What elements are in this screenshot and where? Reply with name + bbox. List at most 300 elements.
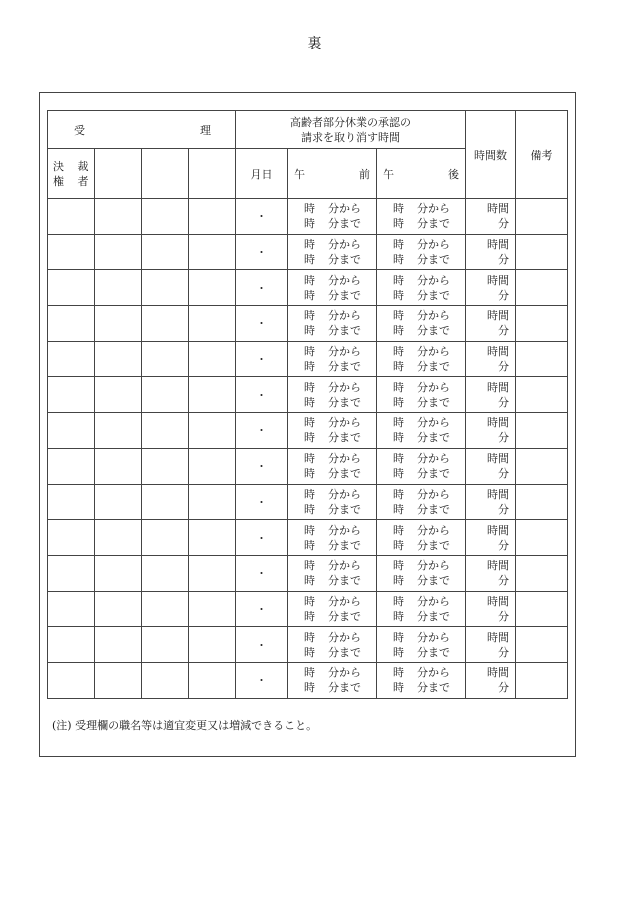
stamp-cell[interactable] — [189, 199, 236, 235]
hours-label: 時間 — [487, 202, 510, 216]
hours-count-header: 時間数 — [466, 111, 516, 199]
am-to-min: 分まで — [328, 431, 361, 445]
stamp-cell[interactable] — [95, 520, 142, 556]
minutes-label: 分 — [498, 217, 510, 231]
pm-time-cell[interactable] — [377, 520, 466, 556]
date-cell[interactable]: ・ — [236, 199, 288, 235]
am-to-min: 分まで — [328, 645, 361, 659]
am-time-cell[interactable] — [288, 448, 377, 484]
stamp-cell[interactable] — [189, 413, 236, 449]
hours-cell[interactable] — [466, 520, 516, 556]
stamp-cell[interactable] — [142, 306, 189, 342]
minutes-label: 分 — [498, 431, 510, 445]
remarks-cell[interactable] — [516, 591, 568, 627]
pm-from-hour: 時 — [393, 202, 404, 216]
stamp-cell[interactable] — [95, 377, 142, 413]
hours-label: 時間 — [487, 630, 510, 644]
stamp-cell[interactable] — [48, 413, 95, 449]
approver-stamp-cell[interactable] — [189, 149, 236, 199]
am-to-min: 分まで — [328, 609, 361, 623]
pm-from-hour: 時 — [393, 345, 404, 359]
date-cell[interactable]: ・ — [236, 555, 288, 591]
am-to-min: 分まで — [328, 467, 361, 481]
stamp-cell[interactable] — [142, 591, 189, 627]
pm-to-min: 分まで — [417, 395, 450, 409]
pm-from-hour: 時 — [393, 487, 404, 501]
minutes-label: 分 — [498, 324, 510, 338]
minutes-label: 分 — [498, 395, 510, 409]
am-from-min: 分から — [328, 345, 361, 359]
am-from-hour: 時 — [304, 309, 315, 323]
am-to-hour: 時 — [304, 609, 315, 623]
pm-from-hour: 時 — [393, 666, 404, 680]
hours-cell[interactable] — [466, 448, 516, 484]
hours-label: 時間 — [487, 452, 510, 466]
stamp-cell[interactable] — [48, 591, 95, 627]
stamp-cell[interactable] — [95, 448, 142, 484]
am-from-hour: 時 — [304, 666, 315, 680]
pm-time-cell[interactable] — [377, 591, 466, 627]
pm-to-hour: 時 — [393, 217, 404, 231]
receive-label-1: 受 — [74, 123, 85, 137]
pm-time-cell[interactable] — [377, 270, 466, 306]
pm-to-hour: 時 — [393, 431, 404, 445]
table-row — [48, 341, 568, 377]
pm-from-min: 分から — [417, 452, 450, 466]
stamp-cell[interactable] — [189, 520, 236, 556]
am-from-hour: 時 — [304, 630, 315, 644]
stamp-cell[interactable] — [142, 377, 189, 413]
am-to-hour: 時 — [304, 502, 315, 516]
pm-from-hour: 時 — [393, 238, 404, 252]
am-label-1: 午 — [294, 167, 305, 181]
stamp-cell[interactable] — [189, 555, 236, 591]
hours-label: 時間 — [487, 523, 510, 537]
am-from-hour: 時 — [304, 273, 315, 287]
hours-cell[interactable] — [466, 484, 516, 520]
pm-to-hour: 時 — [393, 645, 404, 659]
stamp-cell[interactable] — [95, 555, 142, 591]
stamp-cell[interactable] — [142, 662, 189, 698]
pm-to-min: 分まで — [417, 253, 450, 267]
decision-line-1: 決 裁 — [53, 159, 94, 173]
date-cell[interactable]: ・ — [236, 377, 288, 413]
minutes-label: 分 — [498, 360, 510, 374]
am-time-cell[interactable] — [288, 199, 377, 235]
am-to-hour: 時 — [304, 288, 315, 302]
remarks-cell[interactable] — [516, 199, 568, 235]
pm-to-hour: 時 — [393, 609, 404, 623]
stamp-cell[interactable] — [142, 448, 189, 484]
remarks-cell[interactable] — [516, 234, 568, 270]
am-from-min: 分から — [328, 452, 361, 466]
stamp-cell[interactable] — [95, 413, 142, 449]
am-to-min: 分まで — [328, 538, 361, 552]
pm-to-hour: 時 — [393, 467, 404, 481]
pm-to-hour: 時 — [393, 324, 404, 338]
am-time-cell[interactable] — [288, 662, 377, 698]
am-time-cell[interactable] — [288, 555, 377, 591]
pm-to-min: 分まで — [417, 360, 450, 374]
minutes-label: 分 — [498, 609, 510, 623]
am-time-cell[interactable] — [288, 306, 377, 342]
pm-from-min: 分から — [417, 202, 450, 216]
hours-cell[interactable] — [466, 555, 516, 591]
table-row — [48, 234, 568, 270]
am-from-min: 分から — [328, 523, 361, 537]
am-from-hour: 時 — [304, 238, 315, 252]
pm-time-cell[interactable] — [377, 306, 466, 342]
am-from-min: 分から — [328, 630, 361, 644]
stamp-cell[interactable] — [142, 341, 189, 377]
am-from-min: 分から — [328, 202, 361, 216]
stamp-cell[interactable] — [95, 270, 142, 306]
pm-to-hour: 時 — [393, 253, 404, 267]
approver-stamp-cell[interactable] — [95, 149, 142, 199]
stamp-cell[interactable] — [189, 306, 236, 342]
cancel-title-line-2: 請求を取り消す時間 — [301, 130, 401, 144]
pm-from-hour: 時 — [393, 594, 404, 608]
hours-cell[interactable] — [466, 662, 516, 698]
table-row — [48, 270, 568, 306]
am-header — [288, 149, 377, 199]
hours-cell[interactable] — [466, 199, 516, 235]
cancel-time-header — [236, 111, 466, 149]
pm-from-min: 分から — [417, 523, 450, 537]
pm-to-min: 分まで — [417, 538, 450, 552]
stamp-cell[interactable] — [95, 662, 142, 698]
stamp-cell[interactable] — [142, 520, 189, 556]
am-time-cell[interactable] — [288, 341, 377, 377]
pm-from-hour: 時 — [393, 416, 404, 430]
stamp-cell[interactable] — [189, 484, 236, 520]
decision-line-2: 権 者 — [53, 174, 94, 188]
table-row — [48, 662, 568, 698]
pm-from-hour: 時 — [393, 630, 404, 644]
stamp-cell[interactable] — [95, 234, 142, 270]
remarks-cell[interactable] — [516, 377, 568, 413]
date-cell[interactable]: ・ — [236, 591, 288, 627]
am-from-min: 分から — [328, 416, 361, 430]
am-to-min: 分まで — [328, 395, 361, 409]
remarks-header: 備考 — [516, 111, 568, 199]
stamp-cell[interactable] — [189, 591, 236, 627]
table-row — [48, 306, 568, 342]
am-time-cell[interactable] — [288, 270, 377, 306]
hours-cell[interactable] — [466, 306, 516, 342]
am-from-hour: 時 — [304, 380, 315, 394]
pm-time-cell[interactable] — [377, 448, 466, 484]
am-to-min: 分まで — [328, 253, 361, 267]
pm-time-cell[interactable] — [377, 413, 466, 449]
pm-from-hour: 時 — [393, 380, 404, 394]
am-from-hour: 時 — [304, 559, 315, 573]
pm-to-hour: 時 — [393, 395, 404, 409]
date-cell[interactable]: ・ — [236, 484, 288, 520]
am-to-min: 分まで — [328, 574, 361, 588]
pm-from-min: 分から — [417, 273, 450, 287]
pm-to-min: 分まで — [417, 217, 450, 231]
pm-to-hour: 時 — [393, 574, 404, 588]
date-cell[interactable]: ・ — [236, 270, 288, 306]
am-to-hour: 時 — [304, 324, 315, 338]
date-cell[interactable]: ・ — [236, 306, 288, 342]
stamp-cell[interactable] — [142, 484, 189, 520]
pm-to-min: 分まで — [417, 324, 450, 338]
hours-label: 時間 — [487, 594, 510, 608]
pm-from-min: 分から — [417, 630, 450, 644]
remarks-cell[interactable] — [516, 341, 568, 377]
pm-to-min: 分まで — [417, 645, 450, 659]
pm-from-min: 分から — [417, 666, 450, 680]
am-to-min: 分まで — [328, 324, 361, 338]
hours-cell[interactable] — [466, 627, 516, 663]
pm-from-min: 分から — [417, 416, 450, 430]
minutes-label: 分 — [498, 253, 510, 267]
pm-from-hour: 時 — [393, 452, 404, 466]
stamp-cell[interactable] — [189, 627, 236, 663]
pm-label-2: 後 — [448, 167, 460, 181]
date-cell[interactable]: ・ — [236, 662, 288, 698]
hours-label: 時間 — [487, 416, 510, 430]
page-title: 裏 — [307, 36, 323, 52]
pm-from-hour: 時 — [393, 273, 404, 287]
table-row — [48, 591, 568, 627]
hours-cell[interactable] — [466, 270, 516, 306]
remarks-cell[interactable] — [516, 306, 568, 342]
stamp-cell[interactable] — [142, 627, 189, 663]
stamp-cell[interactable] — [48, 306, 95, 342]
am-to-hour: 時 — [304, 253, 315, 267]
stamp-cell[interactable] — [142, 199, 189, 235]
am-to-min: 分まで — [328, 217, 361, 231]
minutes-label: 分 — [498, 467, 510, 481]
stamp-cell[interactable] — [48, 662, 95, 698]
hours-label: 時間 — [487, 273, 510, 287]
remarks-cell[interactable] — [516, 555, 568, 591]
minutes-label: 分 — [498, 502, 510, 516]
pm-from-min: 分から — [417, 559, 450, 573]
hours-label: 時間 — [487, 666, 510, 680]
am-to-hour: 時 — [304, 431, 315, 445]
minutes-label: 分 — [498, 574, 510, 588]
date-cell[interactable]: ・ — [236, 413, 288, 449]
month-day-header: 月日 — [236, 149, 288, 199]
am-to-hour: 時 — [304, 681, 315, 695]
pm-time-cell[interactable] — [377, 627, 466, 663]
stamp-cell[interactable] — [142, 555, 189, 591]
hours-cell[interactable] — [466, 234, 516, 270]
pm-time-cell[interactable] — [377, 555, 466, 591]
pm-from-min: 分から — [417, 487, 450, 501]
pm-time-cell[interactable] — [377, 377, 466, 413]
table-row — [48, 199, 568, 235]
pm-to-hour: 時 — [393, 681, 404, 695]
pm-header — [377, 149, 466, 199]
am-from-min: 分から — [328, 309, 361, 323]
remarks-cell[interactable] — [516, 662, 568, 698]
minutes-label: 分 — [498, 681, 510, 695]
table-row — [48, 627, 568, 663]
receive-header — [48, 111, 236, 149]
am-from-min: 分から — [328, 487, 361, 501]
table-row — [48, 448, 568, 484]
hours-cell[interactable] — [466, 377, 516, 413]
hours-label: 時間 — [487, 559, 510, 573]
remarks-cell[interactable] — [516, 627, 568, 663]
stamp-cell[interactable] — [48, 270, 95, 306]
pm-time-cell[interactable] — [377, 199, 466, 235]
table-row — [48, 484, 568, 520]
pm-time-cell[interactable] — [377, 341, 466, 377]
remarks-cell[interactable] — [516, 270, 568, 306]
table-row — [48, 377, 568, 413]
am-label-2: 前 — [359, 167, 370, 181]
date-cell[interactable]: ・ — [236, 627, 288, 663]
hours-label: 時間 — [487, 309, 510, 323]
pm-to-hour: 時 — [393, 360, 404, 374]
table-row — [48, 520, 568, 556]
am-time-cell[interactable] — [288, 520, 377, 556]
stamp-cell[interactable] — [48, 555, 95, 591]
receive-label-2: 理 — [200, 123, 211, 137]
minutes-label: 分 — [498, 538, 510, 552]
pm-time-cell[interactable] — [377, 484, 466, 520]
stamp-cell[interactable] — [48, 199, 95, 235]
stamp-cell[interactable] — [48, 341, 95, 377]
stamp-cell[interactable] — [48, 448, 95, 484]
pm-to-min: 分まで — [417, 288, 450, 302]
hours-label: 時間 — [487, 380, 510, 394]
minutes-label: 分 — [498, 645, 510, 659]
decision-authority-header — [48, 149, 95, 199]
am-to-min: 分まで — [328, 360, 361, 374]
hours-label: 時間 — [487, 238, 510, 252]
stamp-cell[interactable] — [189, 377, 236, 413]
am-from-hour: 時 — [304, 416, 315, 430]
table-row — [48, 555, 568, 591]
am-to-min: 分まで — [328, 502, 361, 516]
pm-time-cell[interactable] — [377, 662, 466, 698]
pm-to-hour: 時 — [393, 288, 404, 302]
stamp-cell[interactable] — [142, 413, 189, 449]
date-cell[interactable]: ・ — [236, 234, 288, 270]
pm-from-hour: 時 — [393, 559, 404, 573]
pm-from-min: 分から — [417, 594, 450, 608]
stamp-cell[interactable] — [95, 591, 142, 627]
hours-cell[interactable] — [466, 341, 516, 377]
remarks-cell[interactable] — [516, 520, 568, 556]
stamp-cell[interactable] — [95, 484, 142, 520]
pm-to-hour: 時 — [393, 538, 404, 552]
stamp-cell[interactable] — [48, 520, 95, 556]
stamp-cell[interactable] — [189, 234, 236, 270]
pm-from-hour: 時 — [393, 523, 404, 537]
pm-label-1: 午 — [383, 167, 394, 181]
cancel-title-line-1: 高齢者部分休業の承認の — [290, 115, 412, 129]
hours-cell[interactable] — [466, 413, 516, 449]
am-from-min: 分から — [328, 238, 361, 252]
pm-from-min: 分から — [417, 309, 450, 323]
am-from-hour: 時 — [304, 487, 315, 501]
pm-from-min: 分から — [417, 345, 450, 359]
am-from-hour: 時 — [304, 523, 315, 537]
am-to-hour: 時 — [304, 217, 315, 231]
stamp-cell[interactable] — [95, 627, 142, 663]
am-time-cell[interactable] — [288, 413, 377, 449]
pm-to-hour: 時 — [393, 502, 404, 516]
am-from-min: 分から — [328, 380, 361, 394]
date-cell[interactable]: ・ — [236, 448, 288, 484]
pm-to-min: 分まで — [417, 681, 450, 695]
am-time-cell[interactable] — [288, 377, 377, 413]
footnote: (注) 受理欄の職名等は適宜変更又は増減できること。 — [52, 719, 318, 732]
am-time-cell[interactable] — [288, 591, 377, 627]
stamp-cell[interactable] — [142, 270, 189, 306]
pm-from-min: 分から — [417, 238, 450, 252]
stamp-cell[interactable] — [48, 377, 95, 413]
am-from-min: 分から — [328, 666, 361, 680]
am-to-min: 分まで — [328, 288, 361, 302]
pm-to-min: 分まで — [417, 609, 450, 623]
hours-label: 時間 — [487, 345, 510, 359]
am-from-min: 分から — [328, 273, 361, 287]
remarks-cell[interactable] — [516, 413, 568, 449]
hours-label: 時間 — [487, 487, 510, 501]
date-cell[interactable]: ・ — [236, 520, 288, 556]
pm-to-min: 分まで — [417, 502, 450, 516]
am-from-min: 分から — [328, 559, 361, 573]
pm-from-hour: 時 — [393, 309, 404, 323]
hours-cell[interactable] — [466, 591, 516, 627]
cancellation-table — [47, 110, 568, 699]
stamp-cell[interactable] — [95, 199, 142, 235]
stamp-cell[interactable] — [48, 234, 95, 270]
am-from-hour: 時 — [304, 345, 315, 359]
am-from-hour: 時 — [304, 202, 315, 216]
am-to-hour: 時 — [304, 538, 315, 552]
stamp-cell[interactable] — [189, 341, 236, 377]
am-from-min: 分から — [328, 594, 361, 608]
date-cell[interactable]: ・ — [236, 341, 288, 377]
table-row — [48, 413, 568, 449]
stamp-cell[interactable] — [48, 627, 95, 663]
am-from-hour: 時 — [304, 594, 315, 608]
stamp-cell[interactable] — [48, 484, 95, 520]
stamp-cell[interactable] — [142, 234, 189, 270]
pm-time-cell[interactable] — [377, 234, 466, 270]
am-time-cell[interactable] — [288, 484, 377, 520]
pm-to-min: 分まで — [417, 431, 450, 445]
minutes-label: 分 — [498, 288, 510, 302]
stamp-cell[interactable] — [95, 306, 142, 342]
pm-to-min: 分まで — [417, 574, 450, 588]
remarks-cell[interactable] — [516, 484, 568, 520]
am-from-hour: 時 — [304, 452, 315, 466]
am-to-hour: 時 — [304, 467, 315, 481]
am-to-hour: 時 — [304, 395, 315, 409]
approver-stamp-cell[interactable] — [142, 149, 189, 199]
remarks-cell[interactable] — [516, 448, 568, 484]
pm-to-min: 分まで — [417, 467, 450, 481]
stamp-cell[interactable] — [189, 270, 236, 306]
am-time-cell[interactable] — [288, 234, 377, 270]
stamp-cell[interactable] — [189, 662, 236, 698]
am-time-cell[interactable] — [288, 627, 377, 663]
stamp-cell[interactable] — [95, 341, 142, 377]
stamp-cell[interactable] — [189, 448, 236, 484]
pm-from-min: 分から — [417, 380, 450, 394]
